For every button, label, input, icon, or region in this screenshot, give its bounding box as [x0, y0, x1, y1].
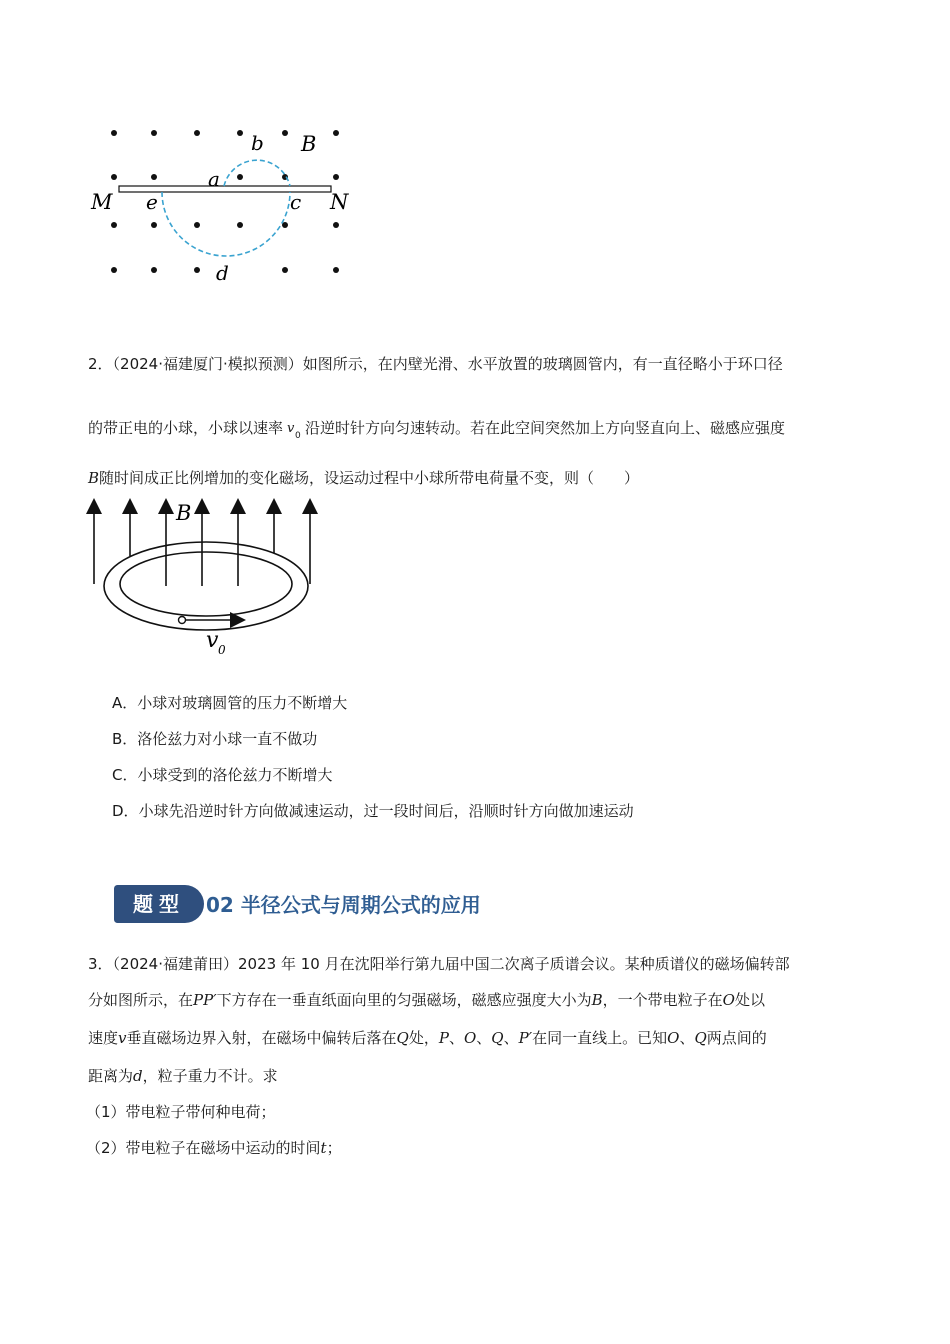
option-a: A．小球对玻璃圆管的压力不断增大 — [112, 694, 348, 712]
label-a: a — [208, 167, 220, 191]
label-M: M — [91, 190, 113, 214]
upper-dashed-arc — [224, 160, 290, 186]
label-d: d — [216, 261, 229, 285]
q2-number: 2． — [88, 355, 113, 373]
section-tag: 题型 — [114, 885, 204, 923]
ball-with-velocity — [179, 617, 239, 624]
label-B: B — [301, 132, 317, 156]
option-b: B．洛伦兹力对小球一直不做功 — [112, 730, 318, 748]
inner-ring — [120, 552, 292, 616]
q2-line3 — [88, 468, 639, 488]
label-v-sub: 0 — [218, 643, 226, 657]
q3-sub2: （2）带电粒子在磁场中运动的时间t； — [86, 1139, 342, 1157]
label-field-B: B — [176, 501, 192, 525]
q3-line1: 3．（2024·福建莆田）2023 年 10 月在沈阳举行第九届中国二次离子质谱会议。某种质谱仪的磁场偏转部 — [88, 955, 790, 973]
q2-source: （2024·福建厦门·模拟预测） — [112, 355, 303, 373]
q2-line1 — [88, 354, 783, 374]
label-v: v — [206, 628, 219, 653]
q3-source: （2024·福建莆田） — [112, 955, 238, 973]
q3-line2: 分如图所示，在PP′下方存在一垂直纸面向里的匀强磁场，磁感应强度大小为B，一个带电粒子在O处以 — [88, 991, 765, 1009]
label-e: e — [146, 190, 158, 214]
q3-number: 3． — [88, 955, 113, 973]
label-c: c — [290, 190, 302, 214]
field-arrows — [94, 506, 310, 586]
magnetic-field-figure — [86, 120, 366, 290]
q2-text2a: 的带正电的小球，小球以速率 — [88, 419, 284, 437]
option-d: D．小球先沿逆时针方向做减速运动，过一段时间后，沿顺时针方向做加速运动 — [112, 802, 634, 820]
q2-text3: 随时间成正比例增加的变化磁场，设运动过程中小球所带电荷量不变，则（ ） — [99, 469, 640, 487]
q2-B-symbol: B — [88, 469, 100, 487]
q3-sub1: （1）带电粒子带何种电荷； — [86, 1103, 276, 1121]
q2-text2b: 沿逆时针方向匀速转动。若在此空间突然加上方向竖直向上、磁感应强度 — [305, 419, 786, 437]
label-b: b — [251, 131, 264, 155]
option-c: C．小球受到的洛伦兹力不断增大 — [112, 766, 333, 784]
section-title: 02 半径公式与周期公式的应用 — [206, 893, 481, 917]
lower-dashed-arc — [162, 192, 290, 256]
ring-figure — [82, 498, 342, 663]
q3-line3: 速度v垂直磁场边界入射，在磁场中偏转后落在Q处，P、O、Q、P′在同一直线上。已知O、Q两点间的 — [88, 1029, 767, 1047]
q3-line4: 距离为d，粒子重力不计。求 — [88, 1067, 278, 1085]
label-N: N — [330, 190, 349, 214]
q2-text1: 如图所示，在内壁光滑、水平放置的玻璃圆管内，有一直径略小于环口径 — [302, 355, 783, 373]
q2-line2: 的带正电的小球，小球以速率 v 0 沿逆时针方向匀速转动。若在此空间突然加上方向竖直向上、磁感应强度 — [88, 419, 786, 441]
